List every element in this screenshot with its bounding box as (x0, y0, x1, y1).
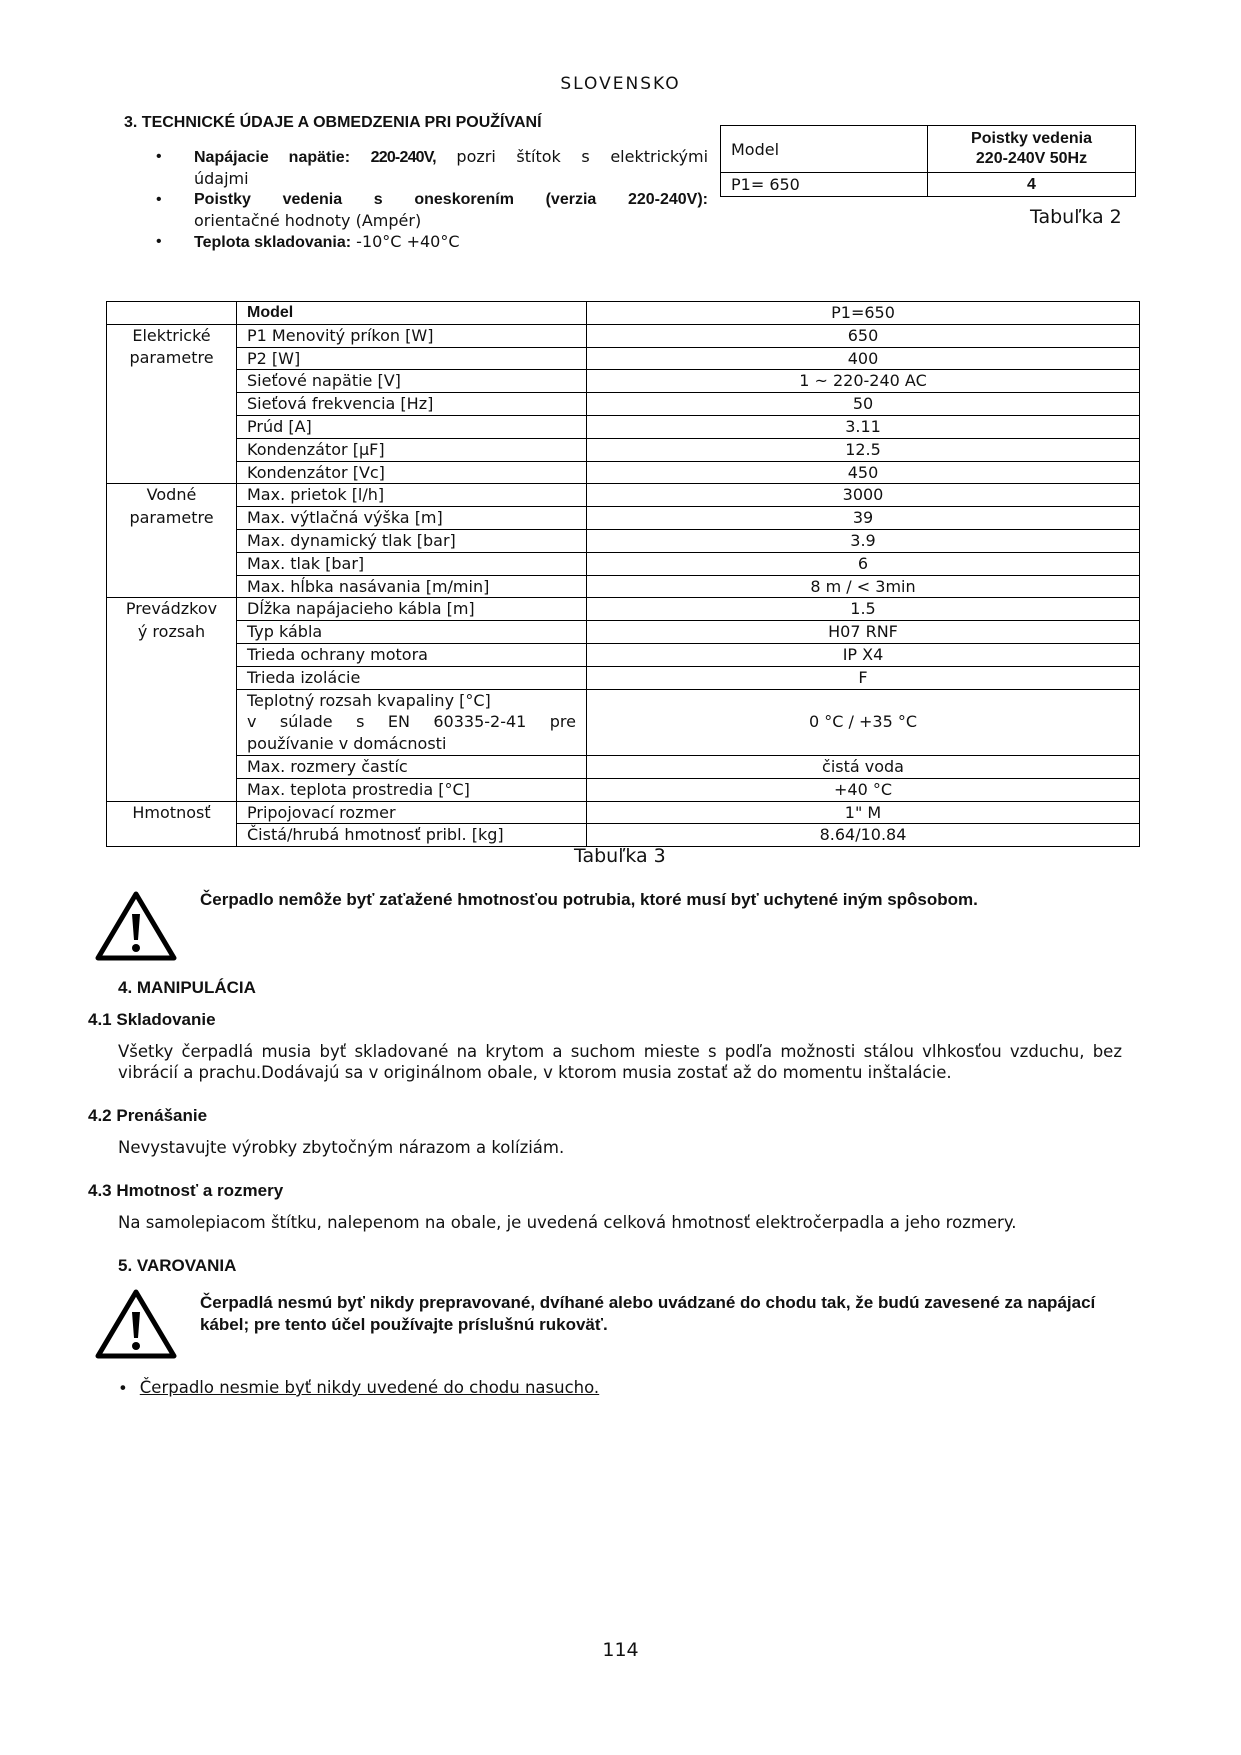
group-spacer (107, 393, 237, 416)
group-spacer (107, 529, 237, 552)
row-label: Čistá/hrubá hmotnosť pribl. [kg] (237, 824, 587, 847)
table-row (107, 778, 1140, 801)
row-value: čistá voda (587, 755, 1140, 778)
group-spacer (107, 415, 237, 438)
bullet-voltage-cont: údajmi (194, 169, 249, 188)
warning-1-text: Čerpadlo nemôže byť zaťažené hmotnosťou potrubia, ktoré musí byť uchytené iným spôsobom. (200, 890, 978, 909)
row-label: P2 [W] (237, 347, 587, 370)
table-row (107, 824, 1140, 847)
bullet-voltage-rest: pozri štítok s elektrickými (456, 147, 709, 166)
bullet-dry-run-text: Čerpadlo nesmie byť nikdy uvedené do chodu nasucho. (139, 1378, 600, 1397)
bullet-storage-label: Teplota skladovania: (194, 234, 352, 251)
row-value: IP X4 (587, 643, 1140, 666)
warning-icon (94, 1288, 178, 1360)
table-row (107, 666, 1140, 689)
table-row (107, 347, 1140, 370)
row-label-line1: Teplotný rozsah kvapaliny [°C] (247, 690, 491, 710)
bullet-fuses-cont: orientačné hodnoty (Ampér) (194, 211, 422, 230)
row-label: Max. tlak [bar] (237, 552, 587, 575)
group-spacer (107, 552, 237, 575)
group-spacer (107, 755, 237, 778)
row-label: Trieda izolácie (237, 666, 587, 689)
section-4-2-title: 4.2 Prenášanie (88, 1106, 208, 1125)
fuse-table (720, 125, 1136, 197)
row-value: 0 °C / +35 °C (587, 689, 1140, 755)
row-value: 650 (587, 324, 1140, 347)
section-4-3-text: Na samolepiacom štítku, nalepenom na obale, je uvedená celková hmotnosť elektročerpadla a jeho rozmery. (118, 1213, 1017, 1232)
table-row (107, 552, 1140, 575)
bullet-fuses-label: Poistky vedenia s oneskorením (verzia 220-240V): (194, 191, 708, 208)
row-value: 3.11 (587, 415, 1140, 438)
row-value: 39 (587, 507, 1140, 530)
tech-bullets (152, 146, 708, 253)
group-elektricke: Elektrické (107, 324, 237, 347)
group-vodne-2: parametre (107, 507, 237, 530)
table-row (107, 507, 1140, 530)
table-row (107, 415, 1140, 438)
bullet-dot: • (120, 1379, 126, 1397)
table-row (107, 621, 1140, 644)
table-row (107, 598, 1140, 621)
row-label: Max. rozmery častíc (237, 755, 587, 778)
corner-cell (107, 302, 237, 325)
row-value: 1" M (587, 801, 1140, 824)
fuse-table-header-model: Model (721, 126, 928, 173)
warning-2-text: Čerpadlá nesmú byť nikdy prepravované, dvíhané alebo uvádzané do chodu tak, že budú zavesené za napájací kábel; pre tento účel používajte príslušnú rukoväť. (200, 1293, 1096, 1334)
spec-header-value: P1=650 (587, 302, 1140, 325)
row-label: Kondenzátor [µF] (237, 438, 587, 461)
table-row (107, 370, 1140, 393)
row-label: Max. hĺbka nasávania [m/min] (237, 575, 587, 598)
row-value: 50 (587, 393, 1140, 416)
table-row (107, 755, 1140, 778)
group-prevadzkovy: Prevádzkov (107, 598, 237, 621)
table-row (107, 689, 1140, 755)
group-vodne: Vodné (107, 484, 237, 507)
fuse-table-value: 4 (928, 173, 1136, 197)
section-4-2-text: Nevystavujte výrobky zbytočným nárazom a kolíziám. (118, 1138, 565, 1157)
table-row (107, 438, 1140, 461)
bullet-dry-run (120, 1378, 599, 1398)
fuse-header-line1: Poistky vedenia (971, 130, 1092, 147)
row-label: Typ kábla (237, 621, 587, 644)
row-value: 8 m / < 3min (587, 575, 1140, 598)
row-label: Max. dynamický tlak [bar] (237, 529, 587, 552)
table-2-caption: Tabuľka 2 (1030, 206, 1122, 228)
row-label: P1 Menovitý príkon [W] (237, 324, 587, 347)
table-row (107, 461, 1140, 484)
section-4-3-title: 4.3 Hmotnosť a rozmery (88, 1181, 284, 1200)
group-spacer (107, 666, 237, 689)
table-row (107, 324, 1140, 347)
section-4-title: 4. MANIPULÁCIA (118, 978, 256, 997)
table-row (107, 575, 1140, 598)
section-4-1-text: Všetky čerpadlá musia byť skladované na krytom a suchom mieste s podľa možnosti stálou vlhkosťou vzduchu, bez vibrácií a prachu.Dodávajú sa v originálnom obale, v ktorom musia zostať až do momentu inštalácie. (118, 1042, 1122, 1082)
row-value: 3000 (587, 484, 1140, 507)
group-spacer (107, 575, 237, 598)
bullet-voltage: • Napájacie napätie: 220-240V, pozri štítok s elektrickými údajmi (156, 147, 709, 188)
row-label-multiline (237, 689, 587, 755)
spec-header-model: Model (237, 302, 587, 325)
row-label: Prúd [A] (237, 415, 587, 438)
row-label: Max. prietok [l/h] (237, 484, 587, 507)
row-value: 450 (587, 461, 1140, 484)
section-3-title: 3. TECHNICKÉ ÚDAJE A OBMEDZENIA PRI POUŽÍVANÍ (124, 114, 542, 131)
bullet-voltage-value: 220-240V, (370, 149, 436, 166)
fuse-table-model: P1= 650 (721, 173, 928, 197)
row-label: Max. výtlačná výška [m] (237, 507, 587, 530)
table-row (107, 393, 1140, 416)
row-value: +40 °C (587, 778, 1140, 801)
table-row (107, 484, 1140, 507)
warning-icon (94, 890, 178, 962)
row-value: 8.64/10.84 (587, 824, 1140, 847)
row-label: Sieťová frekvencia [Hz] (237, 393, 587, 416)
row-value: 3.9 (587, 529, 1140, 552)
bullet-storage-value: -10°C +40°C (356, 232, 460, 251)
bullet-storage-temp: • Teplota skladovania: -10°C +40°C (156, 232, 460, 251)
section-4-1-title: 4.1 Skladovanie (88, 1010, 216, 1029)
row-value: 1 ~ 220-240 AC (587, 370, 1140, 393)
table-row (107, 529, 1140, 552)
row-value: 1.5 (587, 598, 1140, 621)
table-row (107, 643, 1140, 666)
group-spacer (107, 643, 237, 666)
group-spacer (107, 778, 237, 801)
row-label-line2: v súlade s EN 60335-2-41 pre (247, 712, 576, 732)
row-label: Dĺžka napájacieho kábla [m] (237, 598, 587, 621)
spec-table (106, 301, 1140, 847)
row-label: Max. teplota prostredia [°C] (237, 778, 587, 801)
fuse-header-line2: 220-240V 50Hz (975, 150, 1088, 167)
table-row (107, 302, 1140, 325)
group-spacer (107, 689, 237, 755)
group-hmotnost: Hmotnosť (107, 801, 237, 824)
page-number: 114 (602, 1639, 639, 1661)
section-5-title: 5. VAROVANIA (118, 1256, 237, 1275)
row-value: 400 (587, 347, 1140, 370)
group-spacer (107, 438, 237, 461)
row-value: 6 (587, 552, 1140, 575)
group-spacer (107, 461, 237, 484)
row-value: F (587, 666, 1140, 689)
group-spacer (107, 370, 237, 393)
row-value: 12.5 (587, 438, 1140, 461)
table-row (107, 801, 1140, 824)
table-3-caption: Tabuľka 3 (574, 845, 666, 867)
row-value: H07 RNF (587, 621, 1140, 644)
row-label-line3: používanie v domácnosti (247, 734, 447, 754)
group-elektricke-2: parametre (107, 347, 237, 370)
row-label: Trieda ochrany motora (237, 643, 587, 666)
row-label: Sieťové napätie [V] (237, 370, 587, 393)
bullet-fuses: • Poistky vedenia s oneskorením (verzia 220-240V): orientačné hodnoty (Ampér) (156, 191, 708, 230)
group-prevadzkovy-2: ý rozsah (107, 621, 237, 644)
page-header: SLOVENSKO (560, 74, 681, 94)
row-label: Pripojovací rozmer (237, 801, 587, 824)
row-label: Kondenzátor [Vc] (237, 461, 587, 484)
group-spacer (107, 824, 237, 847)
fuse-table-header-fuses (928, 126, 1136, 173)
bullet-voltage-label: Napájacie napätie: (194, 149, 351, 166)
